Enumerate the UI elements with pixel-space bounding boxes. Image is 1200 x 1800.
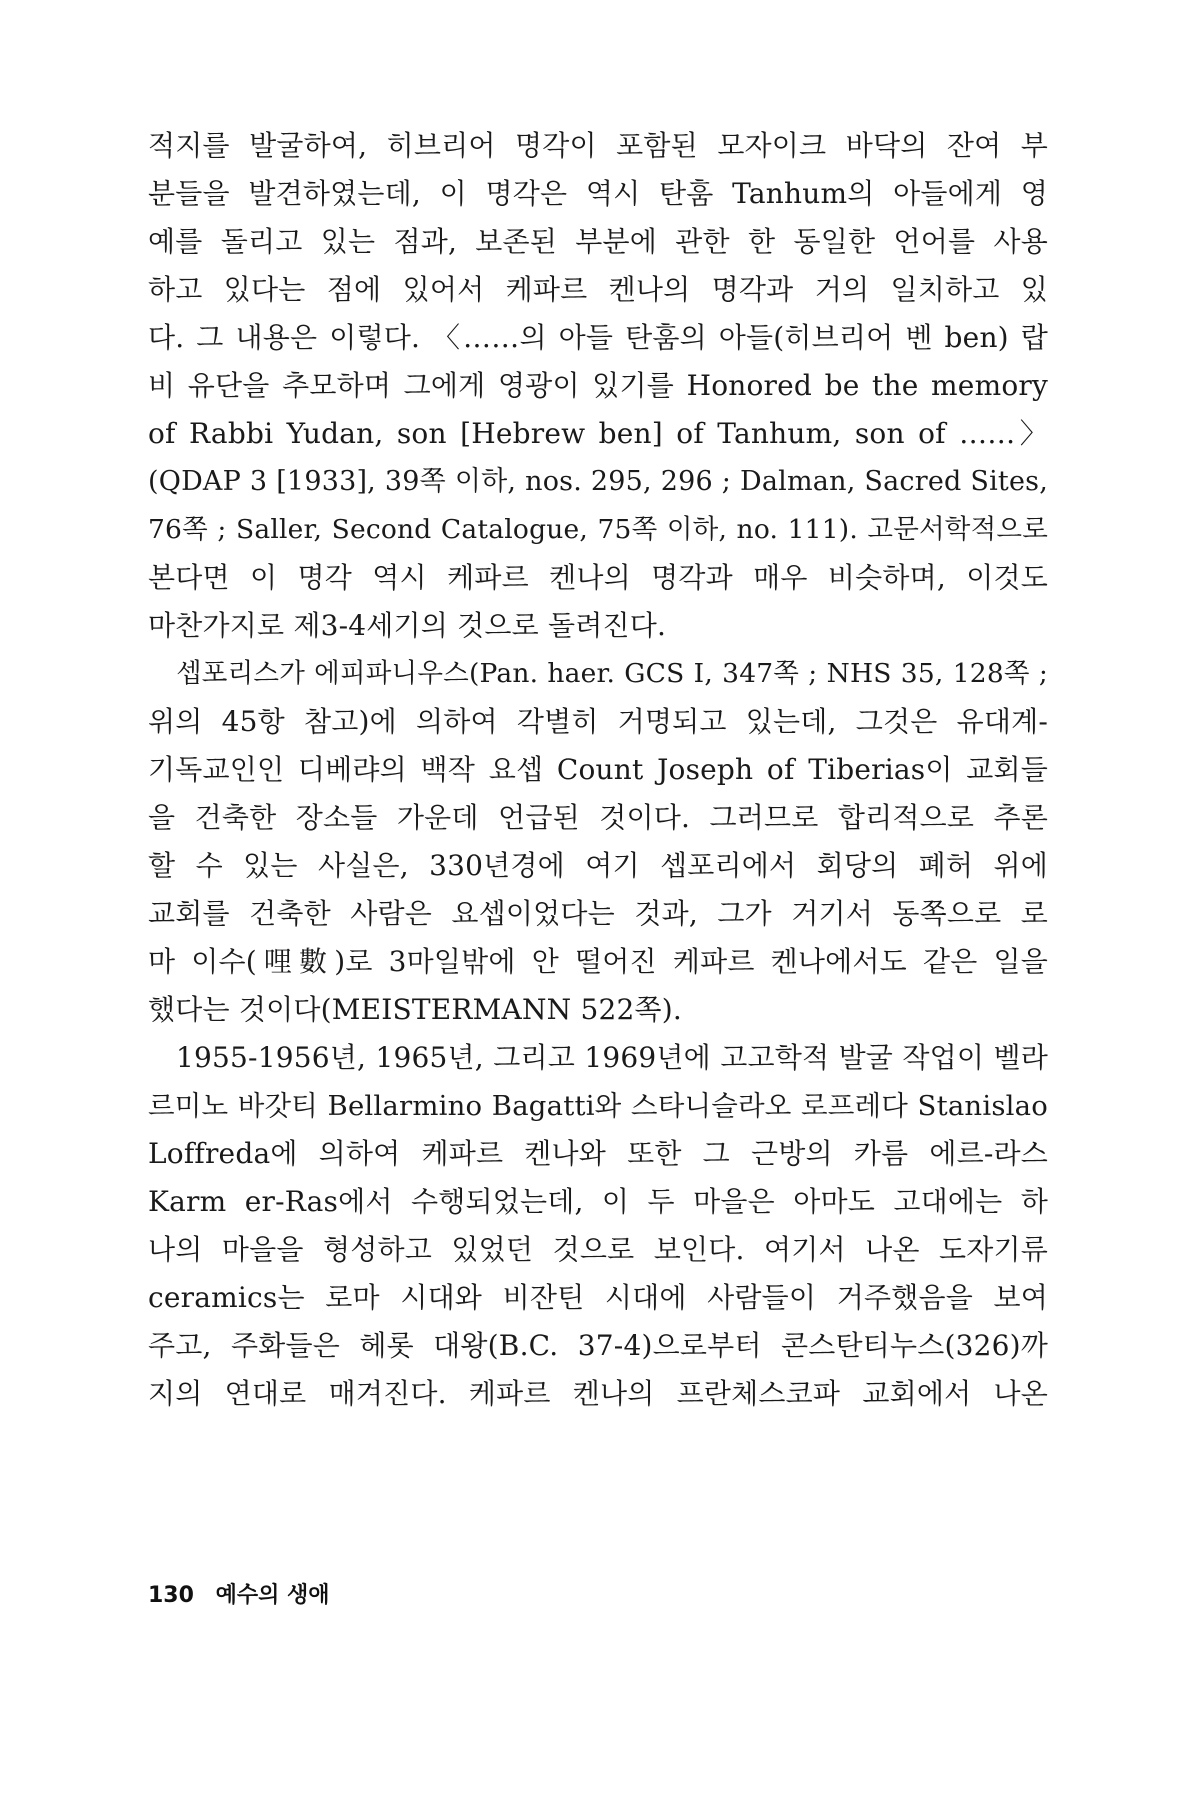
text-line: 비 유단을 추모하며 그에게 영광이 있기를 Honored be the memory [148,369,1048,402]
text-line: 교회를 건축한 사람은 요셉이었다는 것과, 그가 거기서 동쪽으로 로 [148,897,1048,930]
text-line: 다. 그 내용은 이렇다. 〈……의 아들 탄훔의 아들(히브리어 벤 ben) 랍 [148,321,1048,354]
text-line: 마 이수(哩數)로 3마일밖에 안 떨어진 케파르 켄나에서도 같은 일을 [148,945,1048,978]
text-line: Karm er-Ras에서 수행되었는데, 이 두 마을은 아마도 고대에는 하 [148,1185,1048,1218]
text-line: Loffreda에 의하여 케파르 켄나와 또한 그 근방의 카름 에르-라스 [148,1137,1048,1170]
page-number: 130 [148,1583,194,1608]
text-line: 주고, 주화들은 헤롯 대왕(B.C. 37-4)으로부터 콘스탄티누스(326)까 [148,1329,1048,1362]
text-line: 1955-1956년, 1965년, 그리고 1969년에 고고학적 발굴 작업이 벨라 [176,1041,1048,1074]
paragraph-3 [148,1034,1048,1418]
text-line: 나의 마을을 형성하고 있었던 것으로 보인다. 여기서 나온 도자기류 [148,1233,1048,1266]
text-line: 르미노 바갓티 Bellarmino Bagatti와 스타니슬라오 로프레다 Stanislao [148,1090,1048,1122]
text-line: (QDAP 3 [1933], 39쪽 이하, nos. 295, 296 ; Dalman, Sacred Sites, [148,466,1048,497]
text-line: ceramics는 로마 시대와 비잔틴 시대에 사람들이 거주했음을 보여 [148,1281,1048,1314]
text-line: 할 수 있는 사실은, 330년경에 여기 셉포리에서 회당의 폐허 위에 [148,849,1048,882]
text-line: 예를 돌리고 있는 점과, 보존된 부분에 관한 한 동일한 언어를 사용 [148,225,1048,258]
text-line: 분들을 발견하였는데, 이 명각은 역시 탄훔 Tanhum의 아들에게 영 [148,177,1048,210]
text-line: 마찬가지로 제3-4세기의 것으로 돌려진다. [148,609,667,642]
text-line: 했다는 것이다(MEISTERMANN 522쪽). [148,993,682,1026]
text-line: of Rabbi Yudan, son [Hebrew ben] of Tanhum, son of ……〉 [148,417,1048,450]
text-line: 기독교인인 디베랴의 백작 요셉 Count Joseph of Tiberias이 교회들 [148,753,1048,786]
text-line: 하고 있다는 점에 있어서 케파르 켄나의 명각과 거의 일치하고 있 [148,273,1048,306]
text-line: 본다면 이 명각 역시 케파르 켄나의 명각과 매우 비슷하며, 이것도 [148,561,1048,594]
text-line: 지의 연대로 매겨진다. 케파르 켄나의 프란체스코파 교회에서 나온 [148,1377,1048,1410]
paragraph-2 [148,650,1048,1034]
text-line: 76쪽 ; Saller, Second Catalogue, 75쪽 이하, no. 111). 고문서학적으로 [148,514,1048,545]
running-title: 예수의 생애 [215,1583,330,1608]
paragraph-1 [148,122,1048,650]
text-line: 적지를 발굴하여, 히브리어 명각이 포함된 모자이크 바닥의 잔여 부 [148,129,1048,162]
text-line: 을 건축한 장소들 가운데 언급된 것이다. 그러므로 합리적으로 추론 [148,801,1048,834]
body-text [148,122,1048,1418]
text-line: 셉포리스가 에피파니우스(Pan. haer. GCS I, 347쪽 ; NHS 35, 128쪽 ; [176,658,1048,689]
page-footer [148,1578,330,1609]
text-line: 위의 45항 참고)에 의하여 각별히 거명되고 있는데, 그것은 유대계- [148,705,1048,738]
